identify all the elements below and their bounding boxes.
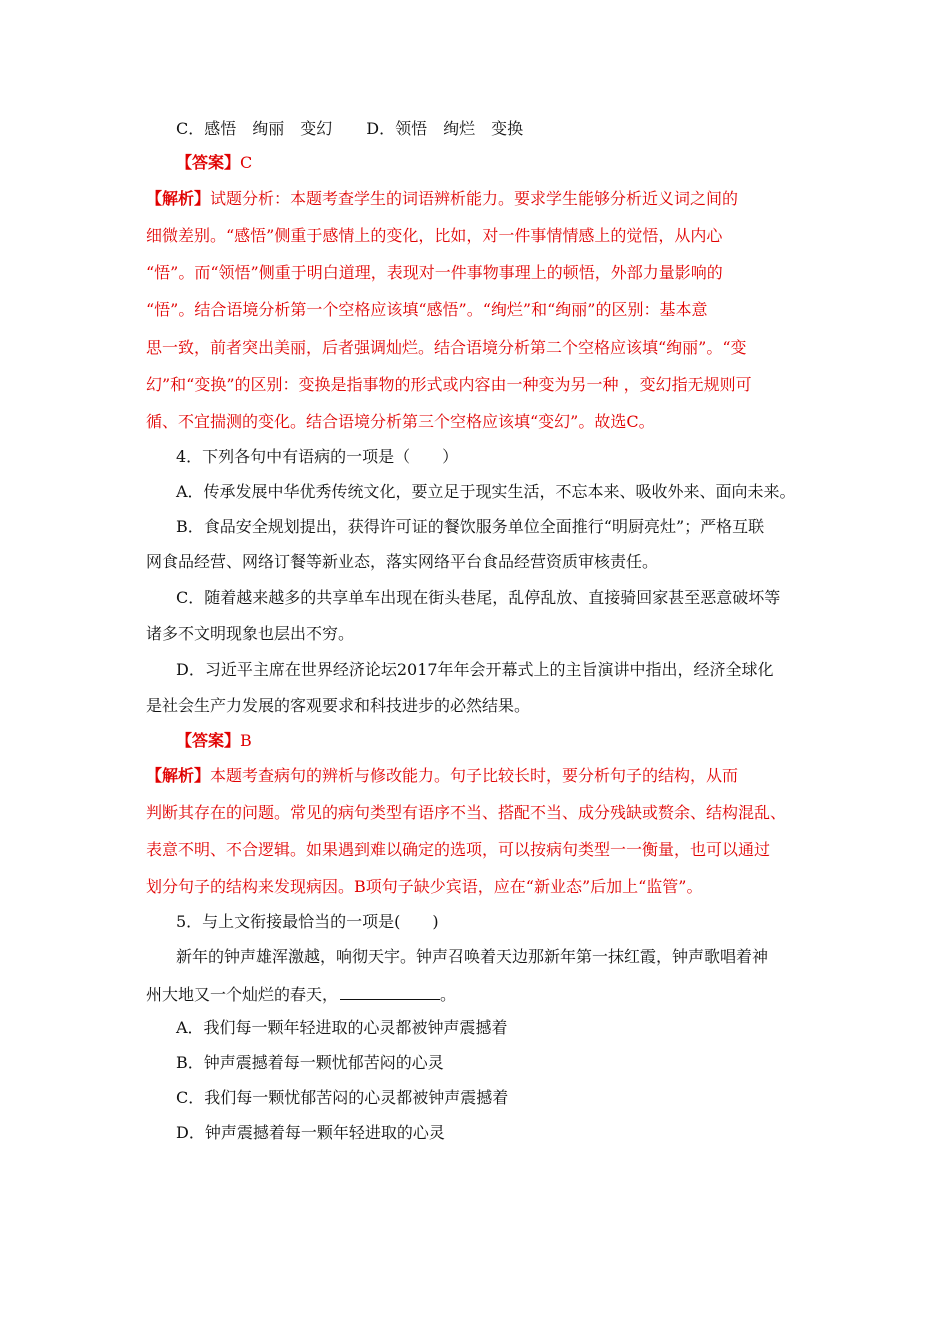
q4-analysis-line-1: 【解析】本题考查病句的辨析与修改能力。句子比较长时，要分析句子的结构，从而 <box>146 766 739 785</box>
q3-option-c: C．感悟 绚丽 变幻 <box>176 119 333 138</box>
analysis-tag: 【解析】 <box>146 189 211 208</box>
q5-option-c: C．我们每一颗忧郁苦闷的心灵都被钟声震撼着 <box>176 1088 509 1107</box>
q3-options-line <box>176 119 523 139</box>
q3-analysis-line-4: “悟”。结合语境分析第一个空格应该填“感悟”。“绚烂”和“绚丽”的区别：基本意 <box>146 300 708 319</box>
q4-option-b-line-1: B．食品安全规划提出，获得许可证的餐饮服务单位全面推行“明厨亮灶”；严格互联 <box>176 517 765 536</box>
q5-stem: 5．与上文衔接最恰当的一项是( ) <box>176 912 439 931</box>
q5-option-b: B．钟声震撼着每一颗忧郁苦闷的心灵 <box>176 1053 444 1072</box>
q4-option-a: A．传承发展中华优秀传统文化，要立足于现实生活，不忘本来、吸收外来、面向未来。 <box>176 482 796 501</box>
q5-option-d: D．钟声震撼着每一颗年轻进取的心灵 <box>176 1123 445 1142</box>
answer-tag: 【答案】 <box>176 153 241 172</box>
q4-option-b-line-2: 网食品经营、网络订餐等新业态，落实网络平台食品经营资质审核责任。 <box>146 552 659 571</box>
answer-value: B <box>240 731 252 750</box>
q4-analysis-line-3: 表意不明、不合逻辑。如果遇到难以确定的选项，可以按病句类型一一衡量，也可以通过 <box>146 840 771 859</box>
q5-passage-line-2: 州大地又一个灿烂的春天， 。 <box>146 985 457 1004</box>
q3-analysis-line-2: 细微差别。“感悟”侧重于感情上的变化，比如，对一件事情情感上的觉悟，从内心 <box>146 226 723 245</box>
q3-answer <box>176 153 252 173</box>
answer-value: C <box>240 153 253 172</box>
q5-passage-line-1: 新年的钟声雄浑激越，响彻天宇。钟声召唤着天边那新年第一抹红霞，钟声歌唱着神 <box>176 947 769 966</box>
q4-option-c-line-1: C．随着越来越多的共享单车出现在街头巷尾，乱停乱放、直接骑回家甚至恶意破坏等 <box>176 588 781 607</box>
q4-analysis-line-2: 判断其存在的问题。常见的病句类型有语序不当、搭配不当、成分残缺或赘余、结构混乱、 <box>146 803 787 822</box>
q4-option-c-line-2: 诸多不文明现象也层出不穷。 <box>146 624 355 643</box>
q4-answer <box>176 731 252 751</box>
analysis-tag: 【解析】 <box>146 766 211 785</box>
answer-tag: 【答案】 <box>176 731 241 750</box>
q3-analysis-line-5: 思一致，前者突出美丽，后者强调灿烂。结合语境分析第二个空格应该填“绚丽”。“变 <box>146 338 747 357</box>
q4-option-d-line-1: D．习近平主席在世界经济论坛2017年年会开幕式上的主旨演讲中指出，经济全球化 <box>176 660 774 679</box>
q3-analysis-line-7: 循、不宜揣测的变化。结合语境分析第三个空格应该填“变幻”。故选C。 <box>146 412 655 431</box>
q3-analysis-line-3: “悟”。而“领悟”侧重于明白道理，表现对一件事物事理上的顿悟，外部力量影响的 <box>146 263 723 282</box>
q3-analysis-line-1: 【解析】试题分析：本题考查学生的词语辨析能力。要求学生能够分析近义词之间的 <box>146 189 739 208</box>
q3-analysis-line-6: 幻”和“变换”的区别：变换是指事物的形式或内容由一种变为另一种 ，变幻指无规则可 <box>146 375 752 394</box>
q4-analysis-line-4: 划分句子的结构来发现病因。B项句子缺少宾语，应在“新业态”后加上“监管”。 <box>146 877 703 896</box>
q4-option-d-line-2: 是社会生产力发展的客观要求和科技进步的必然结果。 <box>146 696 531 715</box>
q5-option-a: A．我们每一颗年轻进取的心灵都被钟声震撼着 <box>176 1018 508 1037</box>
q3-option-d: D．领悟 绚烂 变换 <box>366 119 524 138</box>
q4-stem: 4．下列各句中有语病的一项是（ ） <box>176 447 459 466</box>
fill-blank <box>340 983 440 1000</box>
